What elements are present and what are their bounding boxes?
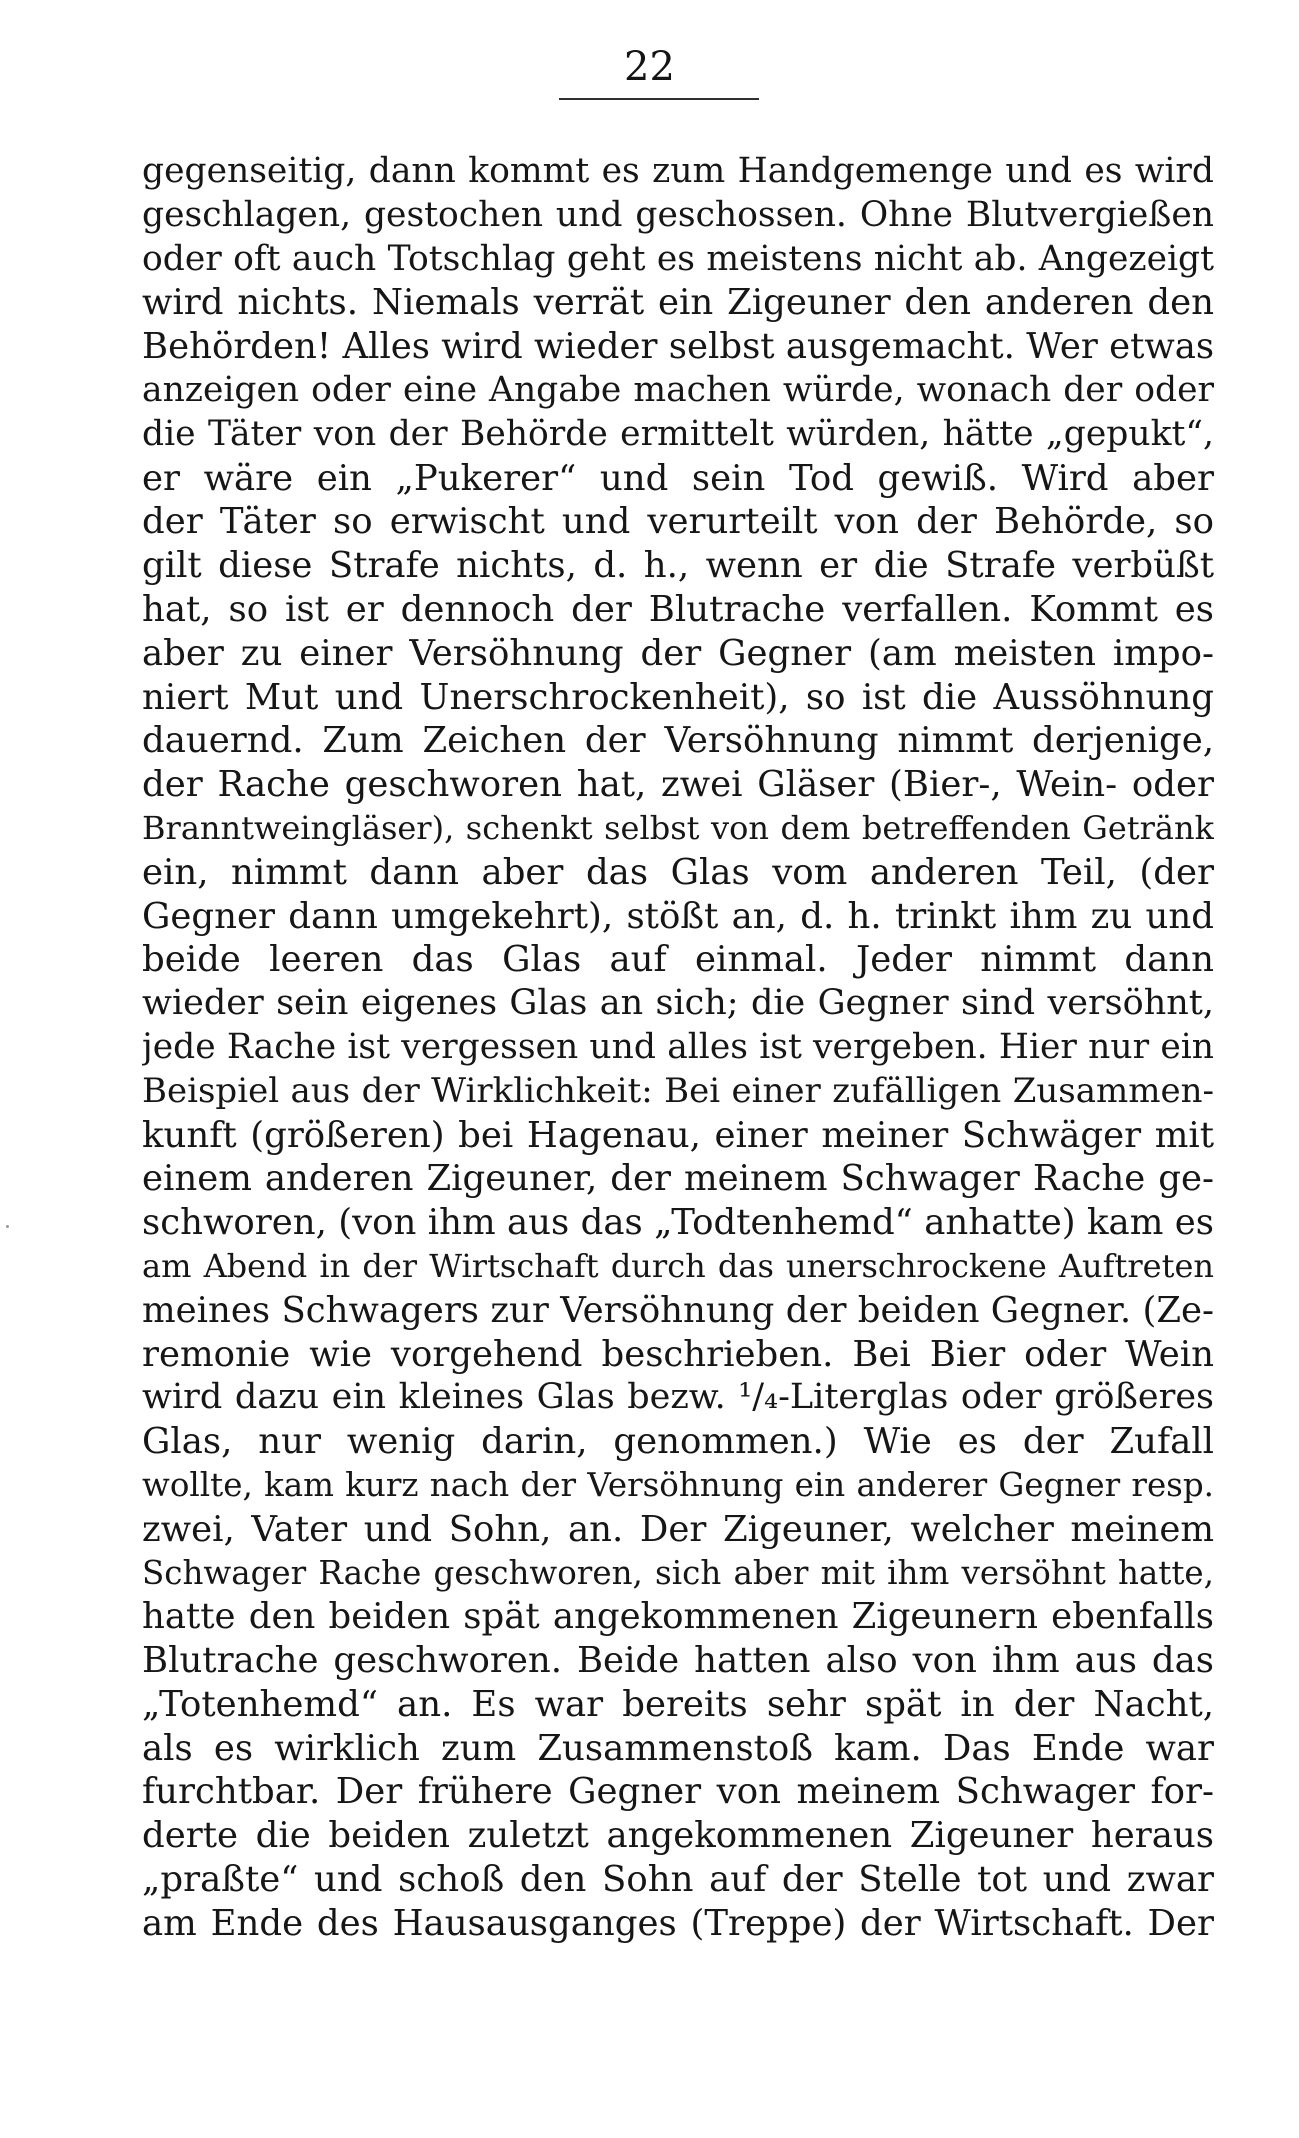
text-line: kunft (größeren) bei Hagenau, einer meiner Schwäger mit [142,1114,1214,1156]
body-text [142,150,1214,1946]
text-line: am Abend in der Wirtschaft durch das unerschrockene Auftreten [142,1246,1214,1285]
text-line: jede Rache ist vergessen und alles ist vergeben. Hier nur ein [142,1026,1214,1067]
text-line: Beispiel aus der Wirklichkeit: Bei einer zufälligen Zusammen- [142,1070,1214,1111]
text-line: Schwager Rache geschworen, sich aber mit ihm versöhnt hatte, [142,1553,1214,1592]
text-line: der Rache geschworen hat, zwei Gläser (Bier-, Wein- oder [142,764,1214,806]
text-line: schworen, (von ihm aus das „Todtenhemd“ anhatte) kam es [142,1202,1214,1244]
text-line: geschlagen, gestochen und geschossen. Ohne Blutvergießen [142,194,1214,235]
text-line: remonie wie vorgehend beschrieben. Bei Bier oder Wein [142,1333,1214,1375]
text-line: Glas, nur wenig darin, genommen.) Wie es der Zufall [142,1421,1214,1463]
text-line: wird dazu ein kleines Glas bezw. ¹/₄-Literglas oder größeres [142,1377,1214,1418]
text-line: Behörden! Alles wird wieder selbst ausgemacht. Wer etwas [142,326,1214,368]
text-line: einem anderen Zigeuner, der meinem Schwager Rache ge- [142,1158,1214,1200]
text-line: aber zu einer Versöhnung der Gegner (am meisten impo- [142,632,1214,674]
text-line: Blutrache geschworen. Beide hatten also von ihm aus das [142,1640,1214,1682]
text-line: der Täter so erwischt und verurteilt von der Behörde, so [142,501,1214,543]
text-line: ein, nimmt dann aber das Glas vom anderen Teil, (der [142,851,1214,893]
text-line: am Ende des Hausausganges (Treppe) der Wirtschaft. Der [142,1902,1214,1944]
text-line: hatte den beiden spät angekommenen Zigeunern ebenfalls [142,1596,1214,1638]
text-line: er wäre ein „Pukerer“ und sein Tod gewiß. Wird aber [142,457,1214,499]
scan-speck [6,1225,9,1228]
text-line: hat, so ist er dennoch der Blutrache verfallen. Kommt es [142,588,1214,630]
header-rule [559,98,759,100]
text-line: als es wirklich zum Zusammenstoß kam. Das Ende war [142,1727,1214,1769]
text-line: „praßte“ und schoß den Sohn auf der Stelle tot und zwar [142,1859,1214,1901]
page-number: 22 [624,44,675,90]
text-line: wird nichts. Niemals verrät ein Zigeuner den anderen den [142,282,1214,324]
text-line: derte die beiden zuletzt angekommenen Zigeuner heraus [142,1815,1214,1857]
text-line: zwei, Vater und Sohn, an. Der Zigeuner, welcher meinem [142,1508,1214,1550]
text-line: niert Mut und Unerschrockenheit), so ist die Aussöhnung [142,676,1214,718]
text-line: Gegner dann umgekehrt), stößt an, d. h. trinkt ihm zu und [142,895,1214,937]
text-line: dauernd. Zum Zeichen der Versöhnung nimmt derjenige, [142,720,1214,762]
text-line: Branntweingläser), schenkt selbst von dem betreffenden Getränk [142,808,1214,847]
text-line: wollte, kam kurz nach der Versöhnung ein anderer Gegner resp. [142,1465,1214,1504]
text-line: oder oft auch Totschlag geht es meistens nicht ab. Angezeigt [142,238,1214,279]
text-line: gilt diese Strafe nichts, d. h., wenn er die Strafe verbüßt [142,545,1214,587]
text-line: die Täter von der Behörde ermittelt würden, hätte „gepukt“, [142,413,1214,454]
text-line: gegenseitig, dann kommt es zum Handgemenge und es wird [142,151,1214,191]
text-line: anzeigen oder eine Angabe machen würde, wonach der oder [142,369,1214,410]
text-line: furchtbar. Der frühere Gegner von meinem Schwager for- [142,1771,1214,1813]
text-line: wieder sein eigenes Glas an sich; die Gegner sind versöhnt, [142,983,1214,1024]
text-line: meines Schwagers zur Versöhnung der beiden Gegner. (Ze- [142,1289,1214,1331]
text-line: „Totenhemd“ an. Es war bereits sehr spät in der Nacht, [142,1683,1214,1725]
text-line: beide leeren das Glas auf einmal. Jeder nimmt dann [142,939,1214,981]
